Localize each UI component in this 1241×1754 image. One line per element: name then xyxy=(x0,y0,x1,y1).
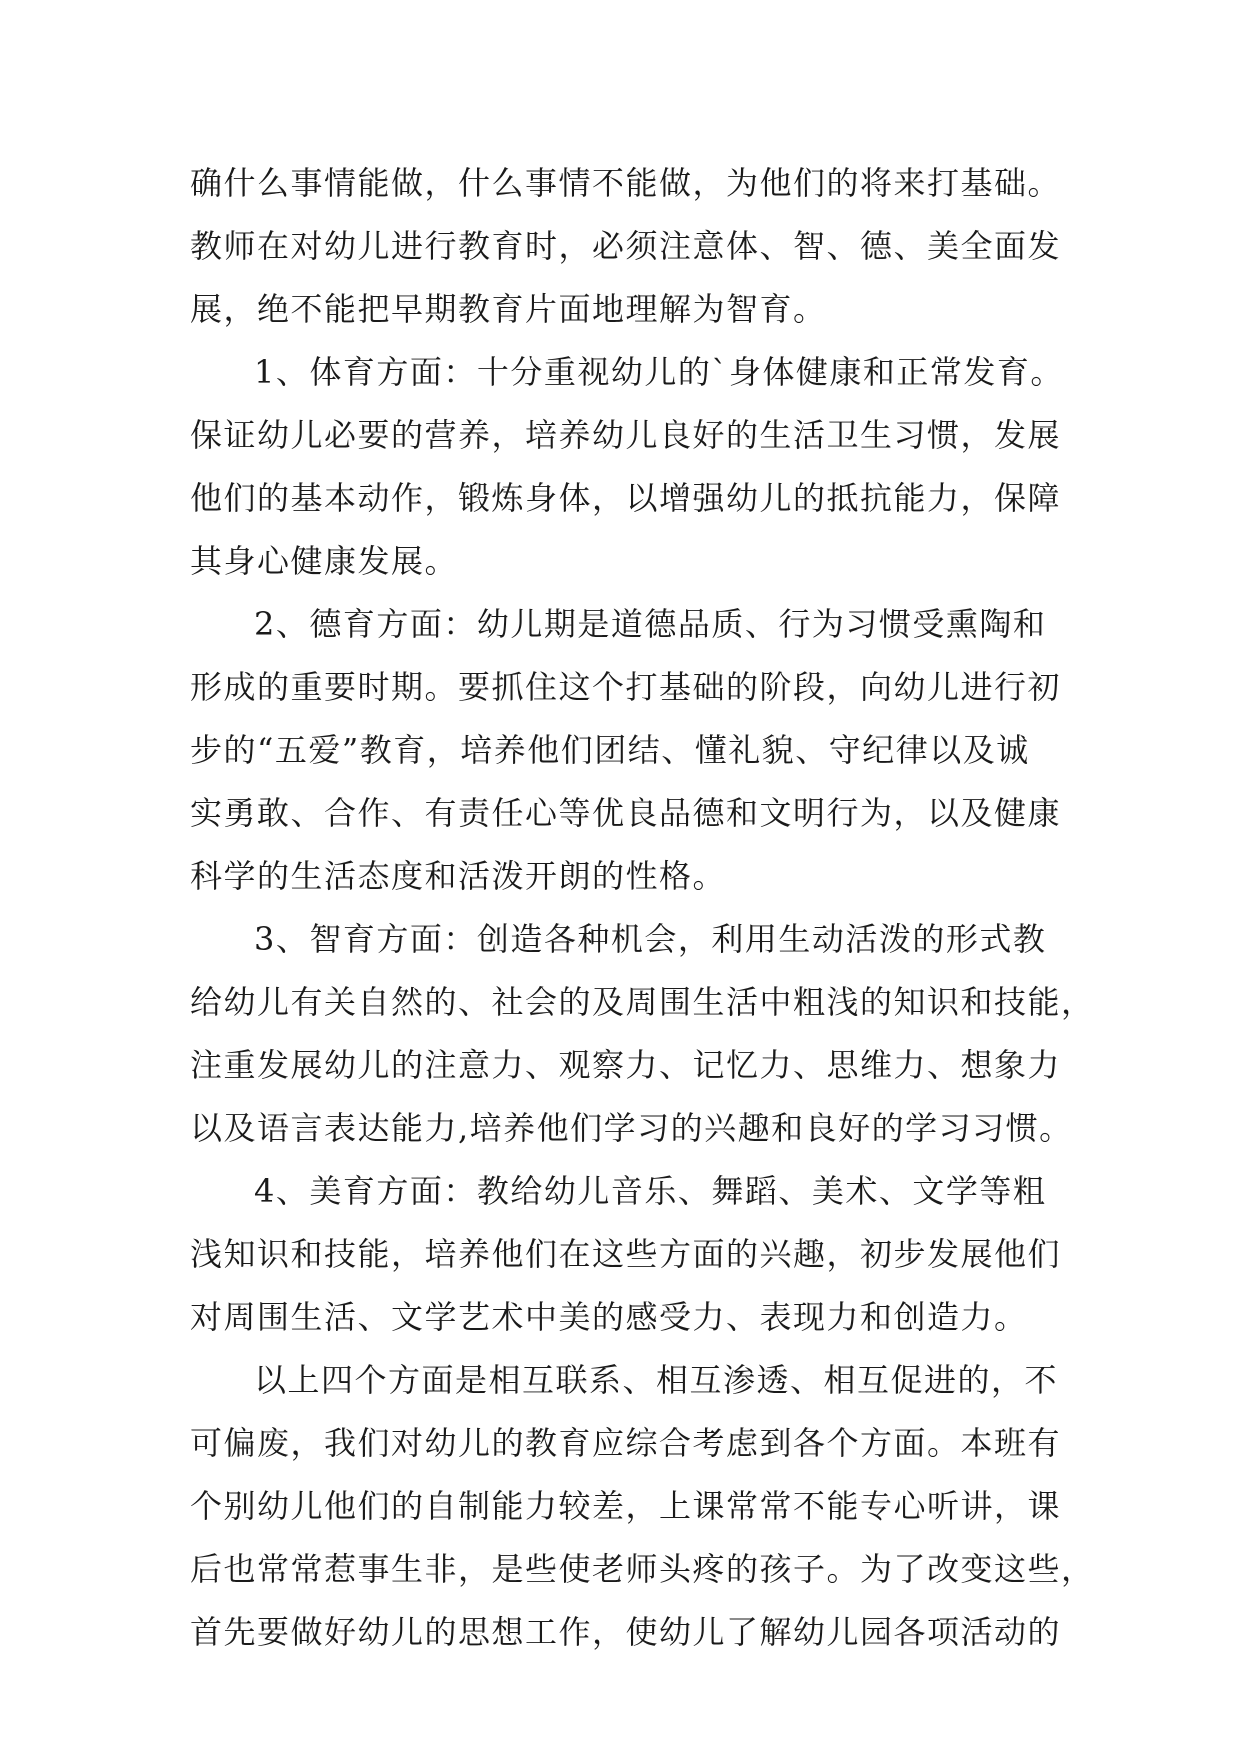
paragraph-first-line: 以上四个方面是相互联系、相互渗透、相互促进的，不 xyxy=(254,1361,1059,1399)
paragraph-first-line: 2、德育方面：幼儿期是道德品质、行为习惯受熏陶和 xyxy=(254,605,1047,643)
text-line: 他们的基本动作，锻炼身体，以增强幼儿的抵抗能力，保障 xyxy=(190,479,1062,517)
text-line: 对周围生活、文学艺术中美的感受力、表现力和创造力。 xyxy=(190,1298,1028,1336)
text-line: 浅知识和技能，培养他们在这些方面的兴趣，初步发展他们 xyxy=(190,1235,1062,1273)
paragraph-first-line: 4、美育方面：教给幼儿音乐、舞蹈、美术、文学等粗 xyxy=(254,1172,1047,1210)
body-text xyxy=(190,152,1095,1664)
text-line: 形成的重要时期。要抓住这个打基础的阶段，向幼儿进行初 xyxy=(190,668,1062,706)
paragraph-first-line: 3、智育方面：创造各种机会，利用生动活泼的形式教 xyxy=(254,920,1047,958)
text-line: 可偏废，我们对幼儿的教育应综合考虑到各个方面。本班有 xyxy=(190,1424,1062,1462)
text-line: 步的“五爱”教育，培养他们团结、懂礼貌、守纪律以及诚 xyxy=(190,731,1030,769)
text-line: 注重发展幼儿的注意力、观察力、记忆力、思维力、想象力 xyxy=(190,1046,1062,1084)
text-line: 后也常常惹事生非，是些使老师头疼的孩子。为了改变这些， xyxy=(190,1550,1095,1588)
text-line: 首先要做好幼儿的思想工作，使幼儿了解幼儿园各项活动的 xyxy=(190,1613,1062,1651)
paragraph-first-line: 1、体育方面：十分重视幼儿的`身体健康和正常发育。 xyxy=(254,353,1064,391)
text-line: 科学的生活态度和活泼开朗的性格。 xyxy=(190,857,727,895)
text-line: 教师在对幼儿进行教育时，必须注意体、智、德、美全面发 xyxy=(190,227,1062,265)
text-line: 给幼儿有关自然的、社会的及周围生活中粗浅的知识和技能， xyxy=(190,983,1095,1021)
text-line: 其身心健康发展。 xyxy=(190,542,459,580)
text-line: 以及语言表达能力,培养他们学习的兴趣和良好的学习习惯。 xyxy=(190,1109,1073,1147)
text-line: 展，绝不能把早期教育片面地理解为智育。 xyxy=(190,290,827,328)
text-line: 个别幼儿他们的自制能力较差，上课常常不能专心听讲，课 xyxy=(190,1487,1062,1525)
text-line: 实勇敢、合作、有责任心等优良品德和文明行为，以及健康 xyxy=(190,794,1062,832)
text-line: 保证幼儿必要的营养，培养幼儿良好的生活卫生习惯，发展 xyxy=(190,416,1062,454)
text-line: 确什么事情能做，什么事情不能做，为他们的将来打基础。 xyxy=(190,164,1062,202)
